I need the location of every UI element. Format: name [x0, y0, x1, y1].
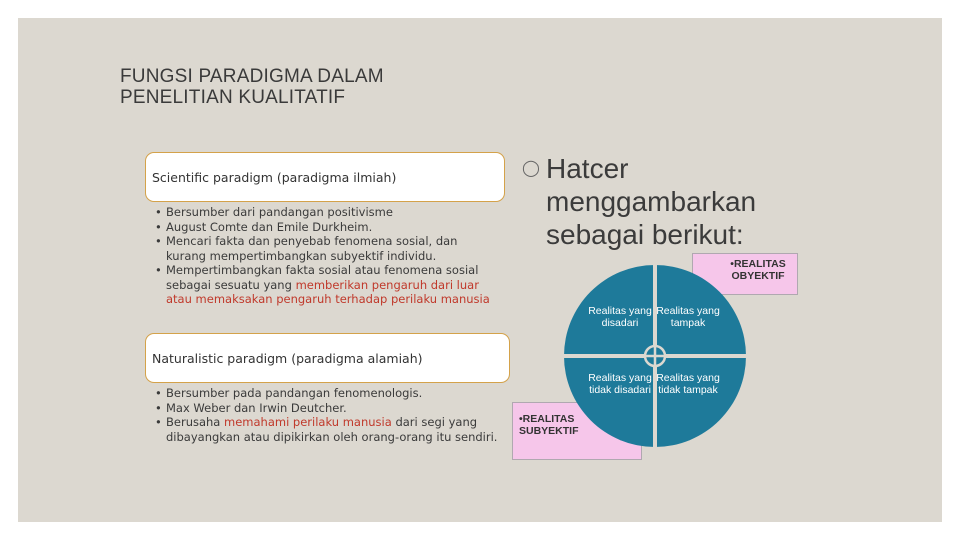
quadrant-bottom-right-label: Realitas yang tidak tampak: [656, 372, 720, 396]
quadrant-bottom-left-label: Realitas yang tidak disadari: [588, 372, 652, 396]
list-item: • Max Weber dan Irwin Deutcher.: [152, 401, 507, 416]
list-item: • August Comte dan Emile Durkheim.: [152, 220, 497, 235]
hatcer-line-1: Hatcer: [546, 153, 629, 184]
list-item: • Bersumber pada pandangan fenomenologis.: [152, 386, 507, 401]
list-item: • Bersumber dari pandangan positivisme: [152, 205, 497, 220]
realitas-obyektif-label: •REALITAS OBYEKTIF: [730, 258, 786, 282]
list-item: • Mencari fakta dan penyebab fenomena sosial, dan kurang mempertimbangkan subyektif individu.: [152, 234, 497, 263]
highlight-text: memberikan pengaruh dari luar atau memaksakan pengaruh terhadap perilaku manusia: [166, 277, 490, 306]
scientific-heading: Scientific paradigm (paradigma ilmiah): [152, 169, 397, 185]
bullet-text: Mempertimbangkan fakta sosial atau fenomena sosial sebagai sesuatu yang: [166, 263, 479, 292]
naturalistic-heading: Naturalistic paradigm (paradigma alamiah): [152, 350, 423, 366]
quadrant-top-right-label: Realitas yang tampak: [656, 305, 720, 329]
hatcer-line-2: menggambarkan: [546, 186, 757, 217]
quadrant-top-left-label: Realitas yang disadari: [588, 305, 652, 329]
bullet-text: dari segi yang dibayangkan atau dipikirkan oleh orang-orang itu sendiri.: [166, 415, 498, 444]
bullet-text: Berusaha: [166, 415, 225, 429]
highlight-text: memahami perilaku manusia: [224, 415, 392, 429]
hatcer-line-3: sebagai berikut:: [546, 219, 744, 250]
title-line-1: FUNGSI PARADIGMA DALAM: [120, 66, 384, 87]
title-line-2: PENELITIAN KUALITATIF: [120, 87, 346, 108]
realitas-subyektif-label: •REALITAS SUBYEKTIF: [519, 413, 579, 437]
ring-bullet-icon: ◯: [522, 160, 540, 177]
